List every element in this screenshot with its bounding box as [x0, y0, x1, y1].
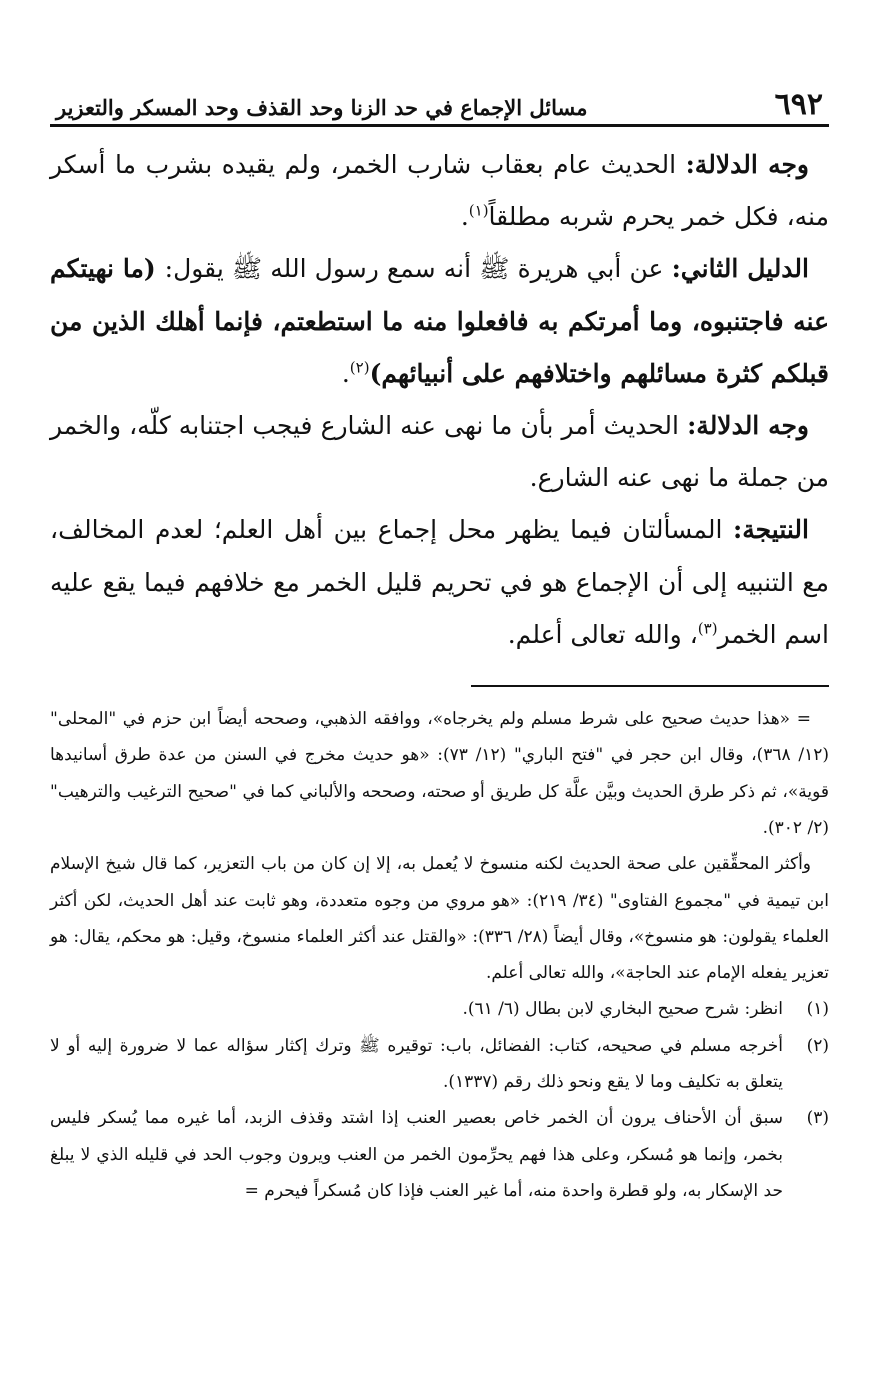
main-text [50, 139, 829, 661]
paragraph-text: الحديث أمر بأن ما نهى عنه الشارع فيجب اجتنابه كلّه، والخمر من جملة ما نهى عنه الشارع. [50, 411, 829, 493]
footnote-number: (٣) [806, 1108, 829, 1129]
footnote-1 [50, 991, 829, 1027]
footnote-text: سبق أن الأحناف يرون أن الخمر خاص بعصير العنب إذا اشتد وقذف الزبد، أما غيره مما يُسكر فليس بخمر، وإنما هو مُسكر، وعلى هذا فهم يحرِّمون الخمر من العنب ويرون وجوب الحد في قليله الذي لا يبلغ حد الإسكار به، ولو قطرة واحدة منه، أما غير العنب فإذا كان مُسكراً فيحرم = [50, 1108, 783, 1201]
paragraph-lead: النتيجة: [733, 515, 809, 545]
footnote-3 [50, 1100, 829, 1209]
footnotes [50, 701, 829, 1209]
paragraph-lead: وجه الدلالة: [685, 150, 810, 179]
paragraph-text: الحديث عام بعقاب شارب الخمر، ولم يقيده بشرب ما أسكر منه، فكل خمر يحرم شربه مطلقاً [50, 150, 829, 232]
footnote-ref-2: (٢) [349, 358, 370, 377]
footnote-continuation: = «هذا حديث صحيح على شرط مسلم ولم يخرجاه»، ووافقه الذهبي، وصححه أيضاً ابن حزم في "المحلى" (١٢/ ٣٦٨)، وقال ابن حجر في "فتح الباري" (١٢/ ٧٣): «هو حديث مخرج في السنن من عدة طرق أسانيدها قوية»، ثم ذكر طرق الحديث وبيَّن علَّة كل طريق أو صحته، وصححه والألباني كما في "صحيح الترغيب والترهيب" (٢/ ٣٠٢). [50, 709, 829, 838]
page-number: ٦٩٢ [774, 87, 823, 122]
footnote-ref-1: (١) [468, 201, 489, 220]
footnote-ref-3: (٣) [697, 619, 718, 638]
footnote-2 [50, 1028, 829, 1101]
paragraph-evidence-meaning-1 [50, 139, 829, 243]
paragraph-lead: الدليل الثاني: [671, 254, 809, 284]
paragraph-text: عن أبي هريرة ﷺ أنه سمع رسول الله ﷺ يقول: [164, 254, 672, 284]
footnote-number: (١) [806, 999, 829, 1020]
paragraph-end: . [460, 202, 469, 232]
running-title: مسائل الإجماع في حد الزنا وحد القذف وحد المسكر والتعزير [56, 95, 588, 120]
paragraph-text: المسألتان فيما يظهر محل إجماع بين أهل العلم؛ لعدم المخالف، مع التنبيه إلى أن الإجماع هو في تحريم قليل الخمر مع خلافهم فيما يقع عليه اسم الخمر [50, 515, 829, 649]
footnote-divider [471, 685, 829, 687]
paragraph-lead: وجه الدلالة: [687, 411, 810, 441]
footnote-text: انظر: شرح صحيح البخاري لابن بطال (٦/ ٦١). [462, 999, 783, 1020]
paragraph-result [50, 504, 829, 661]
paragraph-end: . [341, 358, 350, 388]
footnote-continuation: وأكثر المحقِّقين على صحة الحديث لكنه منسوخ لا يُعمل به، إلا إن كان من باب التعزير، كما قال شيخ الإسلام ابن تيمية في "مجموع الفتاوى" (٣٤/ ٢١٩): «هو مروي من وجوه متعددة، وهو ثابت عند أهل الحديث، لكن أكثر العلماء يقولون: هو منسوخ»، وقال أيضاً (٢٨/ ٣٣٦): «والقتل عند أكثر العلماء منسوخ، وقيل: هو محكم، يقال: هو تعزير يفعله الإمام عند الحاجة»، والله تعالى أعلم. [50, 854, 829, 984]
footnote-text: أخرجه مسلم في صحيحه، كتاب: الفضائل، باب: توقيره ﷺ وترك إكثار سؤاله عما لا ضرورة إليه أو لا يتعلق به تكليف وما لا يقع ونحو ذلك رقم (١٣٣٧). [50, 1035, 783, 1092]
paragraph-evidence-meaning-2 [50, 400, 829, 504]
running-header [50, 72, 829, 127]
paragraph-second-evidence [50, 243, 829, 400]
paragraph-end: ، والله تعالى أعلم. [507, 619, 698, 649]
hadith-quote: (ما نهيتكم عنه فاجتنبوه، وما أمرتكم به فافعلوا منه ما استطعتم، فإنما أهلك الذين من قبلكم كثرة مسائلهم واختلافهم على أنبيائهم) [50, 254, 829, 388]
footnote-number: (٢) [806, 1035, 829, 1056]
